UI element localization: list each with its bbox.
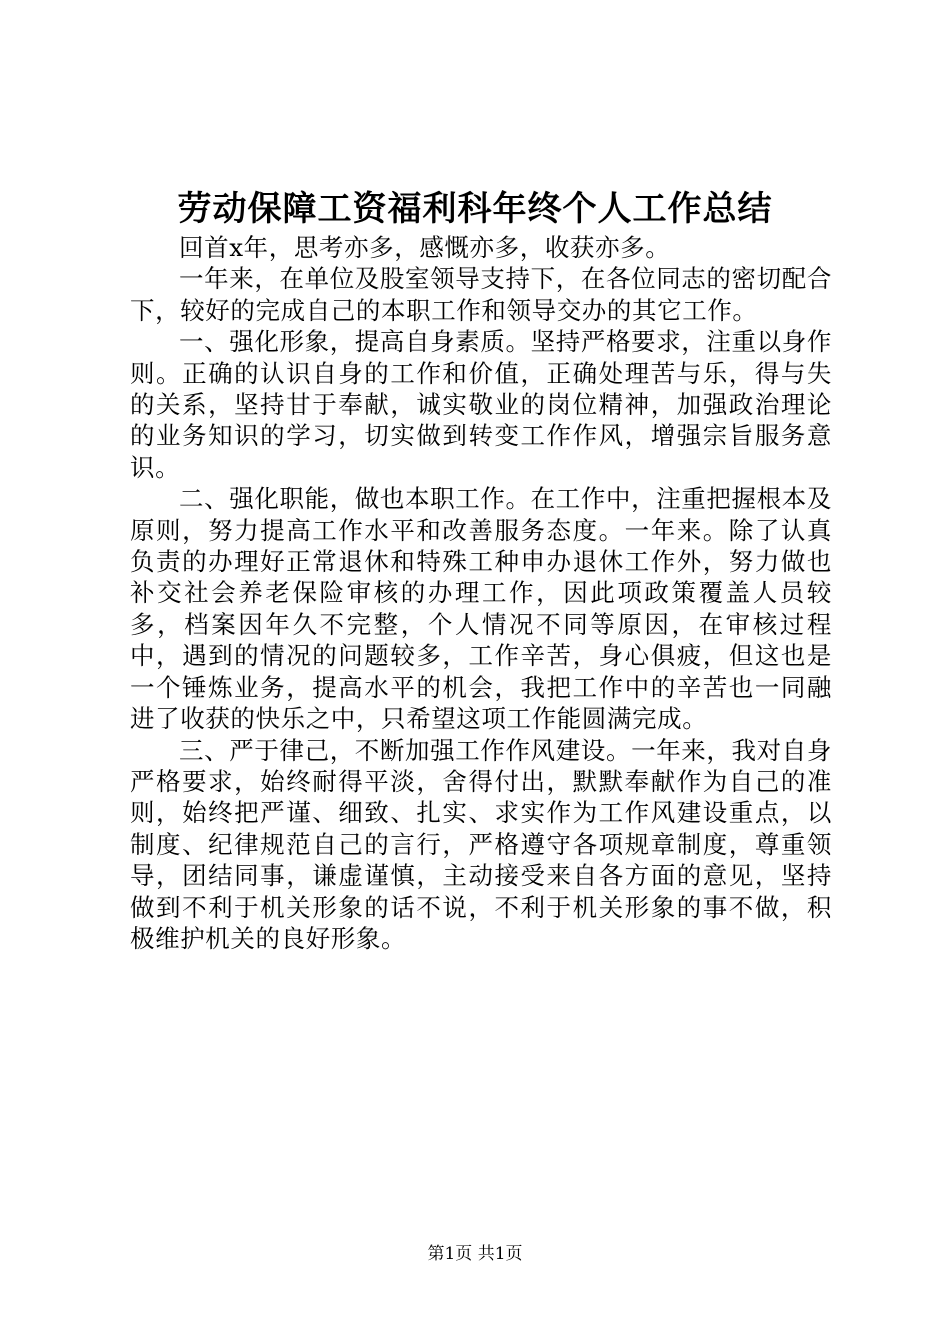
- document-body: [130, 232, 832, 954]
- document-title: 劳动保障工资福利科年终个人工作总结: [177, 189, 773, 229]
- paragraph-intro: 回首x年，思考亦多，感慨亦多，收获亦多。: [179, 233, 671, 262]
- page-footer: 第1页 共1页: [427, 1244, 523, 1264]
- paragraph-section-1: 一、强化形象，提高自身素质。坚持严格要求，注重以身作则。正确的认识自身的工作和价值，正确处理苦与乐，得与失的关系，坚持甘于奉献，诚实敬业的岗位精神，加强政治理论的业务知识的学习，切实做到转变工作作风，增强宗旨服务意识。: [130, 327, 832, 482]
- paragraph-summary: 一年来，在单位及股室领导支持下，在各位同志的密切配合下，较好的完成自己的本职工作和领导交办的其它工作。: [130, 264, 832, 325]
- paragraph-section-2: 二、强化职能，做也本职工作。在工作中，注重把握根本及原则，努力提高工作水平和改善服务态度。一年来。除了认真负责的办理好正常退休和特殊工种申办退休工作外，努力做也补交社会养老保险审核的办理工作，因此项政策覆盖人员较多，档案因年久不完整，个人情况不同等原因，在审核过程中，遇到的情况的问题较多，工作辛苦，身心俱疲，但这也是一个锤炼业务，提高水平的机会，我把工作中的辛苦也一同融进了收获的快乐之中，只希望这项工作能圆满完成。: [130, 484, 832, 734]
- paragraph-section-3: 三、严于律己，不断加强工作作风建设。一年来，我对自身严格要求，始终耐得平淡，舍得付出，默默奉献作为自己的准则，始终把严谨、细致、扎实、求实作为工作风建设重点，以制度、纪律规范自己的言行，严格遵守各项规章制度，尊重领导，团结同事，谦虚谨慎，主动接受来自各方面的意见，坚持做到不利于机关形象的话不说，不利于机关形象的事不做，积极维护机关的良好形象。: [130, 735, 832, 953]
